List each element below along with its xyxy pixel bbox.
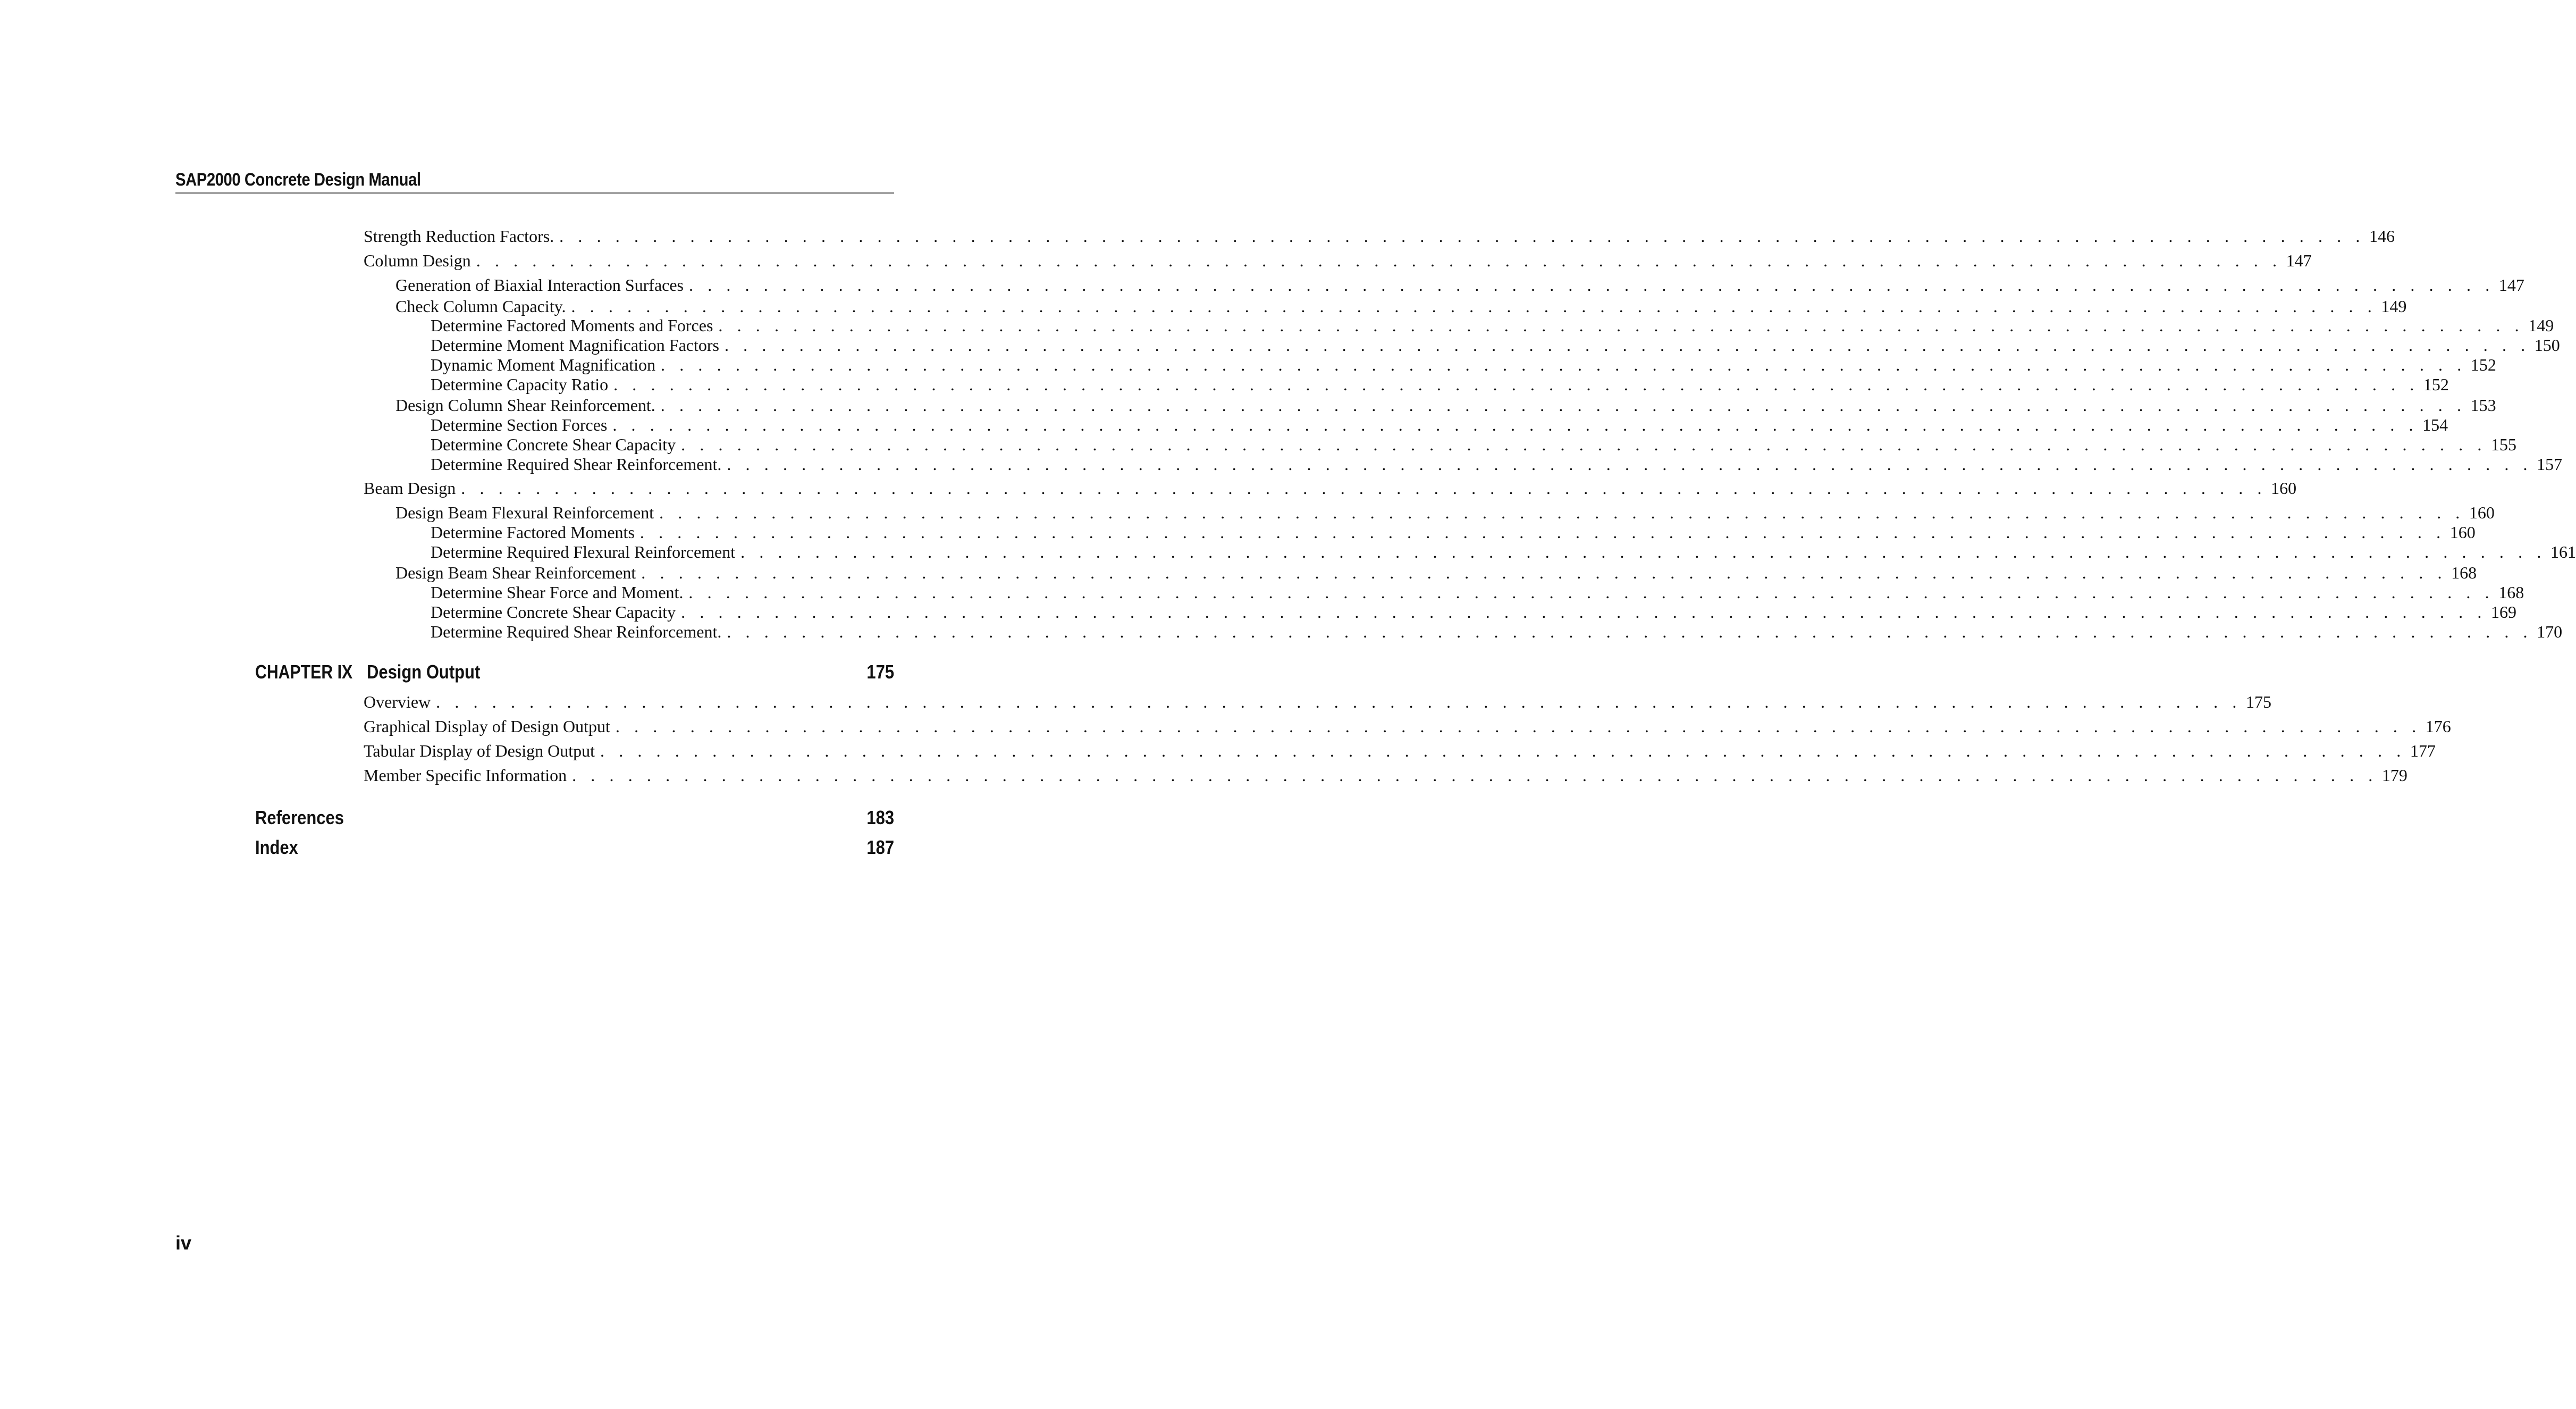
toc-entry-label: Beam Design: [364, 479, 456, 498]
toc-entry-label: Determine Concrete Shear Capacity: [431, 435, 676, 454]
toc-entry-page: 147: [2498, 275, 2524, 295]
dot-leader: . . . . . . . . . . . . . . . . . . . . . . . . . . . . . . . . . . . . . . . . . . . . . . . . . . . . . . . . . . . . . . . . . . . . . . . . . . . . . . . . . . . . . . . . . . . . . . . . .: [689, 275, 2495, 295]
toc-entry[interactable]: [364, 765, 2407, 786]
toc-entry-page: 160: [2271, 479, 2297, 498]
dot-leader: . . . . . . . . . . . . . . . . . . . . . . . . . . . . . . . . . . . . . . . . . . . . . . . . . . . . . . . . . . . . . . . . . . . . . . . . . . . . . . . . . . . . . . . . . . . . . . . . .: [659, 503, 2465, 522]
dot-leader: . . . . . . . . . . . . . . . . . . . . . . . . . . . . . . . . . . . . . . . . . . . . . . . . . . . . . . . . . . . . . . . . . . . . . . . . . . . . . . . . . . . . . . . . . . . . . . . . .: [681, 435, 2487, 454]
toc-entry-page: 152: [2423, 375, 2449, 394]
dot-leader: . . . . . . . . . . . . . . . . . . . . . . . . . . . . . . . . . . . . . . . . . . . . . . . . . . . . . . . . . . . . . . . . . . . . . . . . . . . . . . . . . . . . . . . . . . . . . . . . .: [661, 355, 2466, 374]
toc-entry-label: Determine Required Shear Reinforcement.: [431, 622, 722, 641]
toc-entry[interactable]: [431, 621, 2563, 642]
manual-title: SAP2000 Concrete Design Manual: [175, 170, 421, 190]
toc-entry-page: 150: [2534, 336, 2560, 355]
toc-references[interactable]: [255, 805, 894, 831]
toc-entry-label: Tabular Display of Design Output: [364, 741, 595, 760]
toc-entry-page: 149: [2381, 297, 2407, 316]
chapter-title: Design Output: [367, 661, 481, 683]
dot-leader: . . . . . . . . . . . . . . . . . . . . . . . . . . . . . . . . . . . . . . . . . . . . . . . . . . . . . . . . . . . . . . . . . . . . . . . . . . . . . . . . . . . . . . . . . . . . . . . . .: [436, 692, 2242, 711]
toc-entry[interactable]: [431, 454, 2563, 475]
dot-leader: . . . . . . . . . . . . . . . . . . . . . . . . . . . . . . . . . . . . . . . . . . . . . . . . . . . . . . . . . . . . . . . . . . . . . . . . . . . . . . . . . . . . . . . . . . . . . . . . .: [612, 415, 2419, 434]
toc-index[interactable]: [255, 835, 894, 860]
chapter-number: CHAPTER IX: [255, 661, 353, 683]
dot-leader: . . . . . . . . . . . . . . . . . . . . . . . . . . . . . . . . . . . . . . . . . . . . . . . . . . . . . . . . . . . . . . . . . . . . . . . . . . . . . . . . . . . . . . . . . . . . . . . . .: [613, 375, 2419, 394]
toc-entry-page: 155: [2490, 435, 2516, 454]
dot-leader: . . . . . . . . . . . . . . . . . . . . . . . . . . . . . . . . . . . . . . . . . . . . . . . . . . . . . . . . . . . . . . . . . . . . . . . . . . . . . . . . . . . . . . . . . . . . . . . . .: [727, 622, 2533, 641]
page-number: iv: [175, 1232, 192, 1254]
toc-entry-page: 149: [2528, 316, 2554, 335]
toc-entry-page: 152: [2470, 355, 2496, 374]
toc-entry-label: Member Specific Information: [364, 766, 567, 785]
back-matter-title: Index: [255, 836, 298, 858]
toc-entry-page: 168: [2498, 583, 2524, 602]
toc-entry[interactable]: [395, 395, 2496, 416]
toc-entry-page: 147: [2286, 251, 2312, 270]
chapter-page: 175: [866, 661, 894, 683]
dot-leader: . . . . . . . . . . . . . . . . . . . . . . . . . . . . . . . . . . . . . . . . . . . . . . . . . . . . . . . . . . . . . . . . . . . . . . . . . . . . . . . . . . . . . . . . . . . . . . . . .: [724, 336, 2530, 355]
dot-leader: . . . . . . . . . . . . . . . . . . . . . . . . . . . . . . . . . . . . . . . . . . . . . . . . . . . . . . . . . . . . . . . . . . . . . . . . . . . . . . . . . . . . . . . . . . . . . . . . .: [615, 717, 2421, 736]
toc-entry-label: Determine Moment Magnification Factors: [431, 336, 719, 355]
back-matter-page: 183: [866, 807, 894, 828]
toc-entry-label: Overview: [364, 692, 431, 711]
toc-entry-page: 168: [2451, 563, 2477, 582]
toc-entry[interactable]: [364, 716, 2451, 737]
toc-entry[interactable]: [395, 562, 2477, 583]
toc-entry-label: Generation of Biaxial Interaction Surfaces: [395, 275, 684, 295]
toc-entry-page: 176: [2425, 717, 2451, 736]
dot-leader: . . . . . . . . . . . . . . . . . . . . . . . . . . . . . . . . . . . . . . . . . . . . . . . . . . . . . . . . . . . . . . . . . . . . . . . . . . . . . . . . . . . . . . . . . . . . . . . . .: [571, 297, 2377, 316]
back-matter-title: References: [255, 807, 344, 828]
toc-entry[interactable]: [431, 541, 2576, 563]
toc-entry-page: 170: [2537, 622, 2563, 641]
toc-entry[interactable]: [364, 250, 2312, 271]
toc-entry-page: 160: [2469, 503, 2495, 522]
toc-entry[interactable]: [364, 477, 2297, 499]
dot-leader: . . . . . . . . . . . . . . . . . . . . . . . . . . . . . . . . . . . . . . . . . . . . . . . . . . . . . . . . . . . . . . . . . . . . . . . . . . . . . . . . . . . . . . . . . . . . . . . . .: [572, 766, 2378, 785]
running-header: [175, 169, 894, 194]
toc-entry-page: 175: [2245, 692, 2271, 711]
toc-entry-label: Determine Factored Moments and Forces: [431, 316, 713, 335]
toc-entry-page: 160: [2449, 523, 2476, 542]
dot-leader: . . . . . . . . . . . . . . . . . . . . . . . . . . . . . . . . . . . . . . . . . . . . . . . . . . . . . . . . . . . . . . . . . . . . . . . . . . . . . . . . . . . . . . . . . . . . . . . . .: [461, 479, 2267, 498]
toc-entry-label: Graphical Display of Design Output: [364, 717, 610, 736]
toc-entry[interactable]: [431, 315, 2554, 336]
toc-entry-label: Design Beam Shear Reinforcement: [395, 563, 636, 582]
back-matter-page: 187: [866, 836, 894, 858]
dot-leader: . . . . . . . . . . . . . . . . . . . . . . . . . . . . . . . . . . . . . . . . . . . . . . . . . . . . . . . . . . . . . . . . . . . . . . . . . . . . . . . . . . . . . . . . . . . . . . . . .: [727, 455, 2533, 474]
dot-leader: . . . . . . . . . . . . . . . . . . . . . . . . . . . . . . . . . . . . . . . . . . . . . . . . . . . . . . . . . . . . . . . . . . . . . . . . . . . . . . . . . . . . . . . . . . . . . . . . .: [660, 396, 2466, 415]
dot-leader: . . . . . . . . . . . . . . . . . . . . . . . . . . . . . . . . . . . . . . . . . . . . . . . . . . . . . . . . . . . . . . . . . . . . . . . . . . . . . . . . . . . . . . . . . . . . . . . . .: [600, 741, 2406, 760]
toc-entry-label: Determine Section Forces: [431, 415, 608, 434]
toc-entry-label: Design Column Shear Reinforcement.: [395, 396, 655, 415]
dot-leader: . . . . . . . . . . . . . . . . . . . . . . . . . . . . . . . . . . . . . . . . . . . . . . . . . . . . . . . . . . . . . . . . . . . . . . . . . . . . . . . . . . . . . . . . . . . . . . . . .: [740, 542, 2546, 561]
toc-entry-label: Column Design: [364, 251, 471, 270]
dot-leader: . . . . . . . . . . . . . . . . . . . . . . . . . . . . . . . . . . . . . . . . . . . . . . . . . . . . . . . . . . . . . . . . . . . . . . . . . . . . . . . . . . . . . . . . . . . . . . . . .: [559, 227, 2365, 246]
toc-entry[interactable]: [431, 354, 2496, 375]
toc-entry[interactable]: [395, 502, 2495, 523]
dot-leader: . . . . . . . . . . . . . . . . . . . . . . . . . . . . . . . . . . . . . . . . . . . . . . . . . . . . . . . . . . . . . . . . . . . . . . . . . . . . . . . . . . . . . . . . . . . . . . . . .: [639, 523, 2446, 542]
toc-entry-page: 161: [2550, 542, 2576, 561]
toc-entry-page: 177: [2410, 741, 2436, 760]
toc-entry[interactable]: [431, 601, 2516, 623]
toc-entry[interactable]: [431, 374, 2449, 395]
dot-leader: . . . . . . . . . . . . . . . . . . . . . . . . . . . . . . . . . . . . . . . . . . . . . . . . . . . . . . . . . . . . . . . . . . . . . . . . . . . . . . . . . . . . . . . . . . . . . . . . .: [688, 583, 2495, 602]
dot-leader: . . . . . . . . . . . . . . . . . . . . . . . . . . . . . . . . . . . . . . . . . . . . . . . . . . . . . . . . . . . . . . . . . . . . . . . . . . . . . . . . . . . . . . . . . . . . . . . . .: [641, 563, 2447, 582]
toc-entry[interactable]: [364, 740, 2436, 761]
chapter-heading[interactable]: [255, 659, 894, 685]
toc-entry-label: Dynamic Moment Magnification: [431, 355, 656, 374]
toc-entry-page: 146: [2369, 227, 2395, 246]
toc-entry-label: Determine Factored Moments: [431, 523, 635, 542]
toc-entry-label: Determine Required Shear Reinforcement.: [431, 455, 722, 474]
toc-entry-label: Determine Shear Force and Moment.: [431, 583, 684, 602]
toc-entry-label: Determine Required Flexural Reinforcement: [431, 542, 736, 561]
dot-leader: . . . . . . . . . . . . . . . . . . . . . . . . . . . . . . . . . . . . . . . . . . . . . . . . . . . . . . . . . . . . . . . . . . . . . . . . . . . . . . . . . . . . . . . . . . . . . . . . .: [681, 602, 2487, 622]
toc-entry[interactable]: [431, 434, 2516, 455]
toc-entry[interactable]: [395, 274, 2524, 296]
toc-entry[interactable]: [431, 522, 2476, 543]
toc-entry-page: 154: [2422, 415, 2448, 434]
toc-entry[interactable]: [395, 296, 2407, 317]
dot-leader: . . . . . . . . . . . . . . . . . . . . . . . . . . . . . . . . . . . . . . . . . . . . . . . . . . . . . . . . . . . . . . . . . . . . . . . . . . . . . . . . . . . . . . . . . . . . . . . . .: [718, 316, 2524, 335]
toc-entry-page: 153: [2470, 396, 2496, 415]
toc-entry[interactable]: [431, 334, 2560, 356]
toc-entry[interactable]: [364, 225, 2395, 247]
toc-entry[interactable]: [431, 414, 2448, 435]
toc-entry-page: 169: [2490, 602, 2516, 622]
toc-entry[interactable]: [364, 691, 2271, 712]
toc-entry-page: 179: [2381, 766, 2407, 785]
toc-entry-page: 157: [2537, 455, 2563, 474]
toc-entry-label: Strength Reduction Factors.: [364, 227, 554, 246]
toc-entry-label: Determine Concrete Shear Capacity: [431, 602, 676, 622]
dot-leader: . . . . . . . . . . . . . . . . . . . . . . . . . . . . . . . . . . . . . . . . . . . . . . . . . . . . . . . . . . . . . . . . . . . . . . . . . . . . . . . . . . . . . . . . . . . . . . . . .: [476, 251, 2282, 270]
toc-entry-label: Check Column Capacity.: [395, 297, 566, 316]
toc-entry-label: Determine Capacity Ratio: [431, 375, 609, 394]
toc-entry-label: Design Beam Flexural Reinforcement: [395, 503, 654, 522]
toc-entry[interactable]: [431, 582, 2524, 603]
